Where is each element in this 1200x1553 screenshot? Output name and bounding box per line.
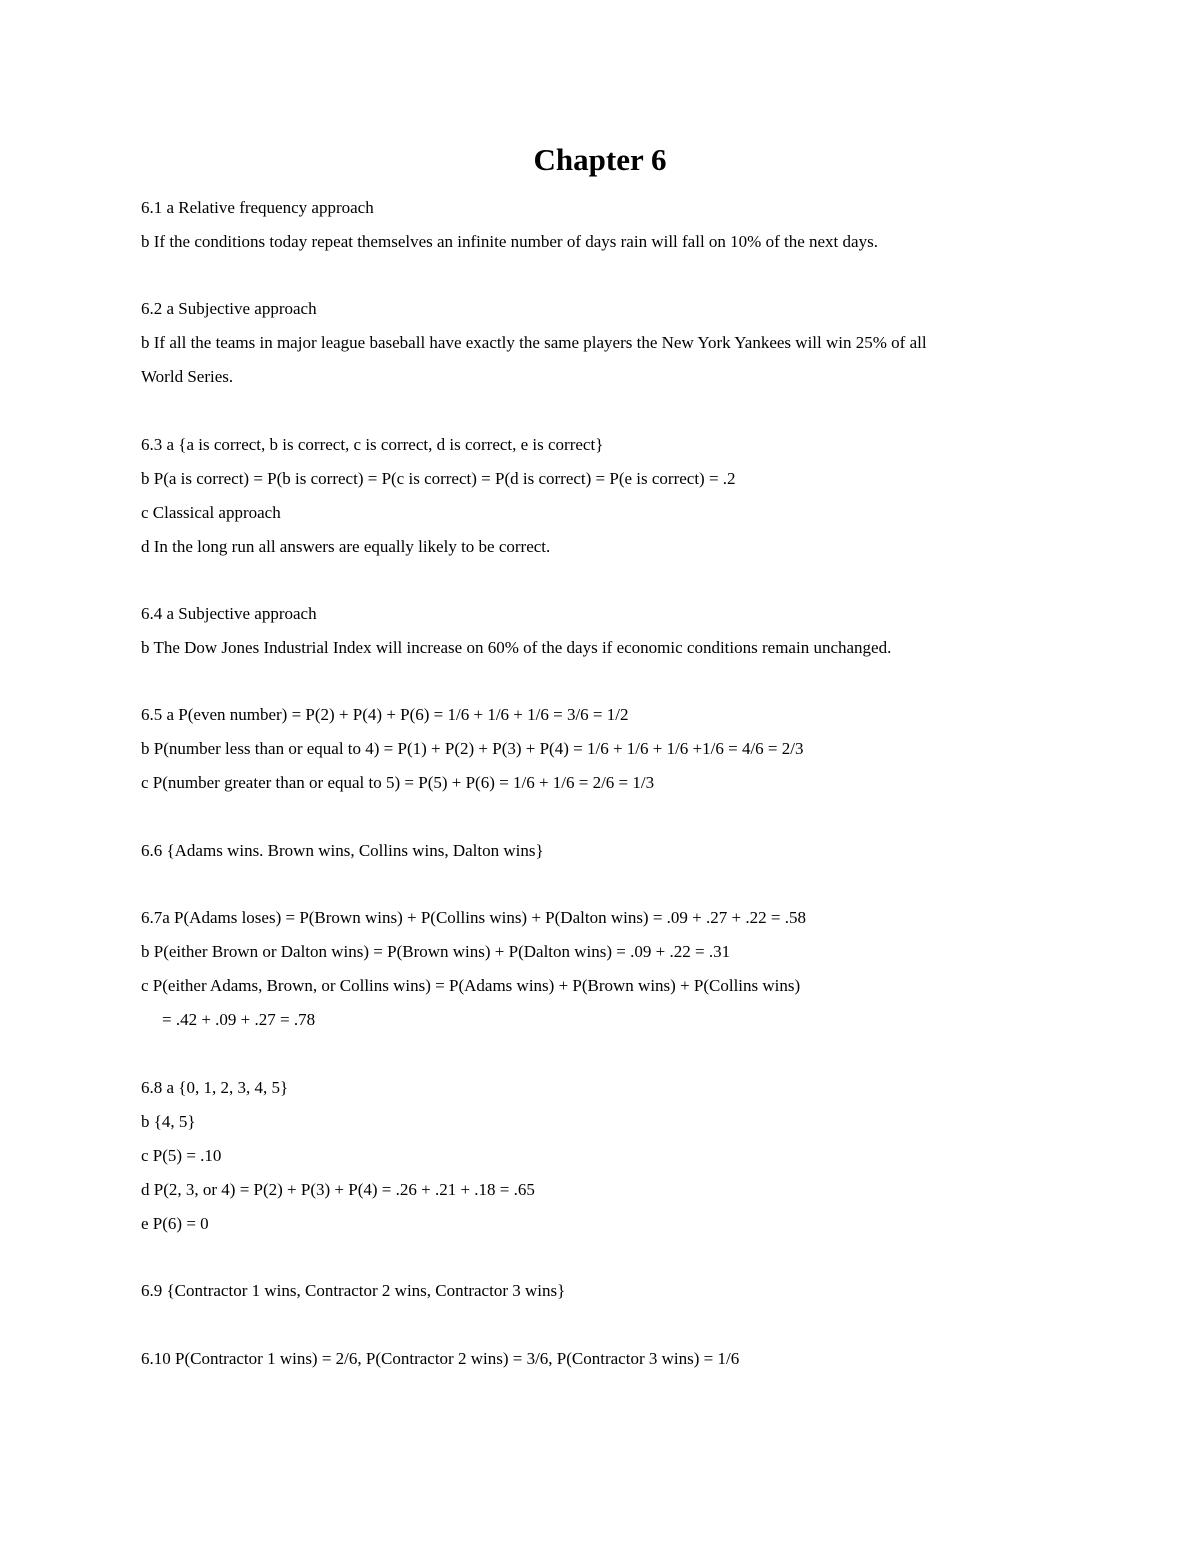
answer-line: b The Dow Jones Industrial Index will increase on 60% of the days if economic conditions remain unchanged. bbox=[141, 638, 892, 657]
answer-line: 6.8 a {0, 1, 2, 3, 4, 5} bbox=[141, 1078, 289, 1097]
answer-line: b P(either Brown or Dalton wins) = P(Brown wins) + P(Dalton wins) = .09 + .22 = .31 bbox=[141, 942, 731, 961]
answer-line: d In the long run all answers are equally likely to be correct. bbox=[141, 537, 551, 556]
page-title: Chapter 6 bbox=[533, 142, 667, 177]
answer-line: b {4, 5} bbox=[141, 1112, 196, 1131]
answer-line: World Series. bbox=[141, 367, 234, 386]
answer-line: b P(a is correct) = P(b is correct) = P(c is correct) = P(d is correct) = P(e is correct) = .2 bbox=[141, 469, 736, 488]
answer-line: = .42 + .09 + .27 = .78 bbox=[162, 1010, 316, 1029]
answer-line: b If all the teams in major league baseball have exactly the same players the New York Yankees will win 25% of all bbox=[141, 333, 927, 352]
answer-line: c Classical approach bbox=[141, 503, 281, 522]
answer-line: b If the conditions today repeat themselves an infinite number of days rain will fall on 10% of the next days. bbox=[141, 232, 878, 251]
answer-line: b P(number less than or equal to 4) = P(1) + P(2) + P(3) + P(4) = 1/6 + 1/6 + 1/6 +1/6 = 4/6 = 2/3 bbox=[141, 739, 804, 758]
answer-line: 6.7a P(Adams loses) = P(Brown wins) + P(Collins wins) + P(Dalton wins) = .09 + .27 + .22 = .58 bbox=[141, 908, 806, 927]
answer-line: d P(2, 3, or 4) = P(2) + P(3) + P(4) = .26 + .21 + .18 = .65 bbox=[141, 1180, 535, 1199]
answer-line: c P(either Adams, Brown, or Collins wins) = P(Adams wins) + P(Brown wins) + P(Collins wins) bbox=[141, 976, 801, 995]
answer-line: 6.2 a Subjective approach bbox=[141, 299, 317, 318]
answer-line: 6.3 a {a is correct, b is correct, c is correct, d is correct, e is correct} bbox=[141, 435, 604, 454]
answer-line: 6.9 {Contractor 1 wins, Contractor 2 wins, Contractor 3 wins} bbox=[141, 1281, 566, 1300]
answer-line: 6.4 a Subjective approach bbox=[141, 604, 317, 623]
answer-line: c P(number greater than or equal to 5) = P(5) + P(6) = 1/6 + 1/6 = 2/6 = 1/3 bbox=[141, 773, 655, 792]
answer-line: e P(6) = 0 bbox=[141, 1214, 209, 1233]
answer-line: 6.1 a Relative frequency approach bbox=[141, 198, 374, 217]
answer-line: c P(5) = .10 bbox=[141, 1146, 222, 1165]
answer-line: 6.6 {Adams wins. Brown wins, Collins wins, Dalton wins} bbox=[141, 841, 544, 860]
answer-line: 6.5 a P(even number) = P(2) + P(4) + P(6) = 1/6 + 1/6 + 1/6 = 3/6 = 1/2 bbox=[141, 705, 629, 724]
answer-line: 6.10 P(Contractor 1 wins) = 2/6, P(Contractor 2 wins) = 3/6, P(Contractor 3 wins) = 1/6 bbox=[141, 1349, 740, 1368]
